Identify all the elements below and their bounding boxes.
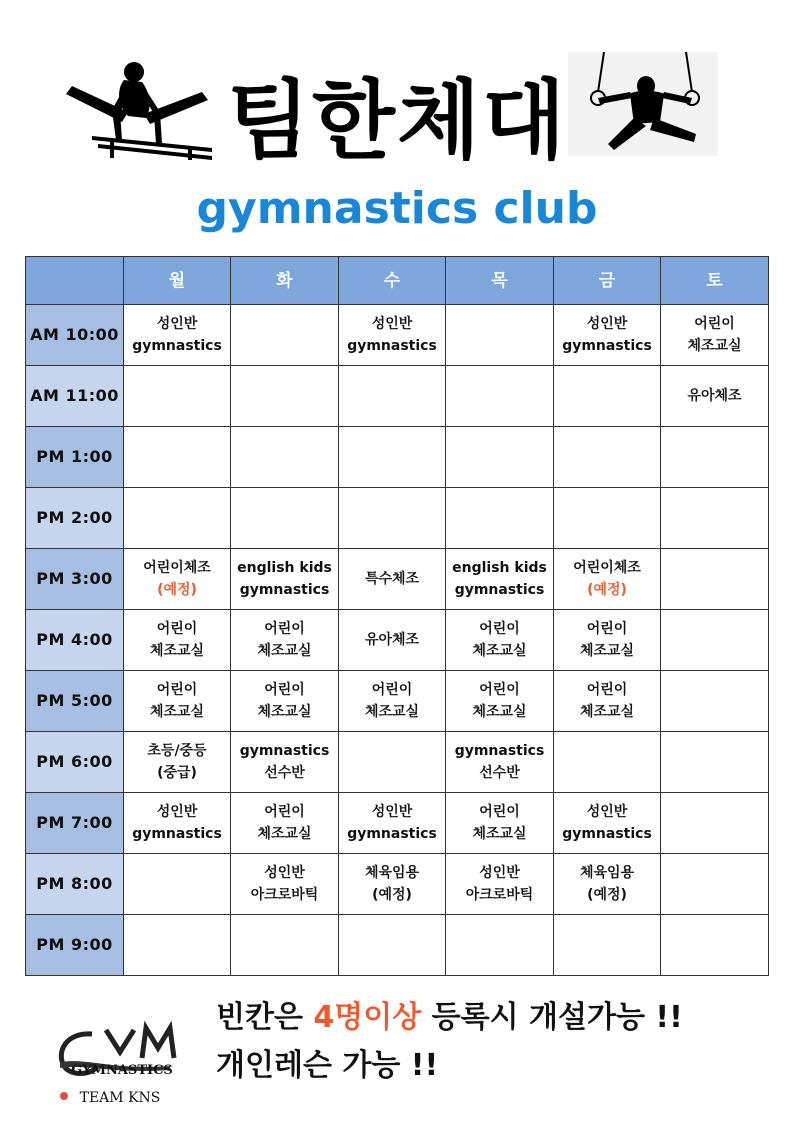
class-name: 성인반 <box>156 804 198 820</box>
schedule-cell <box>554 488 661 549</box>
schedule-cell <box>124 427 231 488</box>
schedule-cell <box>661 793 769 854</box>
schedule-cell <box>339 610 446 671</box>
class-name: 어린이 <box>586 682 628 698</box>
class-name: 특수체조 <box>364 571 420 587</box>
schedule-cell <box>661 305 769 366</box>
footer-private-lesson: 개인레슨 가능 !! <box>216 1048 439 1083</box>
schedule-cell <box>124 854 231 915</box>
schedule-cell <box>124 793 231 854</box>
class-name: 체조교실 <box>579 643 635 659</box>
schedule-cell <box>446 366 554 427</box>
class-name: english kids <box>237 560 332 576</box>
class-name: 어린이 <box>694 316 735 332</box>
class-name: gymnastics <box>239 743 330 759</box>
class-name: 유아체조 <box>687 388 742 404</box>
class-name: english kids <box>452 560 547 576</box>
schedule-cell <box>231 671 339 732</box>
schedule-cell <box>446 305 554 366</box>
class-name: 체조교실 <box>257 643 312 659</box>
footer-notice <box>216 996 683 1040</box>
schedule-cell <box>339 915 446 976</box>
schedule-cell <box>661 427 769 488</box>
class-name: 어린이 <box>264 621 305 637</box>
class-name: 선수반 <box>264 765 305 781</box>
class-name: (중급) <box>157 765 197 781</box>
schedule-cell <box>661 671 769 732</box>
schedule-cell <box>446 427 554 488</box>
table-header-row <box>26 257 769 305</box>
table-row <box>26 610 769 671</box>
class-name: 성인반 <box>479 865 520 881</box>
table-row <box>26 366 769 427</box>
class-name: gymnastics <box>562 826 652 842</box>
schedule-cell <box>231 793 339 854</box>
class-name: gymnastics <box>347 338 437 354</box>
schedule-cell <box>554 671 661 732</box>
schedule-table <box>25 256 769 976</box>
class-name: 어린이 <box>156 682 198 698</box>
schedule-cell <box>124 732 231 793</box>
schedule-cell <box>554 366 661 427</box>
time-slot-label: PM 7:00 <box>26 793 124 854</box>
footer-notice-highlight: 4명이상 <box>313 1000 422 1035</box>
parallel-bars-gymnast-icon <box>62 60 214 160</box>
class-name: 체조교실 <box>257 704 312 720</box>
class-name: 체조교실 <box>687 338 742 354</box>
schedule-cell <box>661 549 769 610</box>
table-row <box>26 793 769 854</box>
schedule-cell <box>661 854 769 915</box>
schedule-cell <box>446 671 554 732</box>
class-name: 어린이 <box>371 682 413 698</box>
class-name: 어린이체조 <box>573 560 641 576</box>
footer-notice-pre: 빈칸은 <box>216 1000 314 1035</box>
schedule-cell <box>446 915 554 976</box>
class-name: 체조교실 <box>364 704 420 720</box>
time-slot-label: AM 10:00 <box>26 305 124 366</box>
table-row <box>26 549 769 610</box>
class-name: 어린이체조 <box>143 560 211 576</box>
class-name: 성인반 <box>586 804 628 820</box>
schedule-cell <box>554 793 661 854</box>
schedule-cell <box>339 427 446 488</box>
table-corner-cell <box>26 257 124 305</box>
class-name: (예정) <box>372 887 412 903</box>
schedule-cell <box>124 305 231 366</box>
schedule-cell <box>446 610 554 671</box>
schedule-cell <box>339 549 446 610</box>
class-name: 선수반 <box>479 765 520 781</box>
schedule-cell <box>339 488 446 549</box>
page-subtitle: gymnastics club <box>196 183 598 234</box>
schedule-cell <box>231 854 339 915</box>
class-name: 성인반 <box>156 316 198 332</box>
class-name: 어린이 <box>479 621 520 637</box>
table-row <box>26 427 769 488</box>
day-header: 월 <box>124 257 231 305</box>
schedule-cell <box>231 305 339 366</box>
page-title: 팀한체대 <box>226 71 568 171</box>
class-name: 체육임용 <box>364 865 420 881</box>
time-slot-label: PM 8:00 <box>26 854 124 915</box>
day-header: 금 <box>554 257 661 305</box>
table-row <box>26 854 769 915</box>
class-name: 성인반 <box>264 865 305 881</box>
schedule-cell <box>231 915 339 976</box>
time-slot-label: PM 5:00 <box>26 671 124 732</box>
schedule-cell <box>124 915 231 976</box>
schedule-cell <box>231 427 339 488</box>
class-name: 어린이 <box>156 621 198 637</box>
schedule-cell <box>446 793 554 854</box>
schedule-cell <box>554 427 661 488</box>
class-name: (예정) <box>587 582 627 598</box>
table-row <box>26 305 769 366</box>
class-name: 어린이 <box>479 682 520 698</box>
schedule-cell <box>339 732 446 793</box>
class-name: 체조교실 <box>472 643 527 659</box>
class-name: gymnastics <box>454 743 545 759</box>
class-name: 성인반 <box>371 316 413 332</box>
day-header: 목 <box>446 257 554 305</box>
class-name: (예정) <box>587 887 627 903</box>
logo-text: GYMNASTICS <box>71 1063 173 1078</box>
schedule-cell <box>661 488 769 549</box>
schedule-cell <box>446 549 554 610</box>
class-name: 아크로바틱 <box>465 887 534 903</box>
schedule-cell <box>124 549 231 610</box>
day-header: 화 <box>231 257 339 305</box>
schedule-cell <box>231 549 339 610</box>
table-row <box>26 732 769 793</box>
class-name: gymnastics <box>454 582 545 598</box>
class-name: 체조교실 <box>257 826 312 842</box>
table-row <box>26 488 769 549</box>
schedule-cell <box>446 488 554 549</box>
class-name: 어린이 <box>586 621 628 637</box>
class-name: gymnastics <box>239 582 330 598</box>
class-name: 유아체조 <box>364 632 420 648</box>
schedule-cell <box>554 549 661 610</box>
schedule-cell <box>339 671 446 732</box>
schedule-cell <box>446 854 554 915</box>
time-slot-label: PM 3:00 <box>26 549 124 610</box>
schedule-cell <box>661 732 769 793</box>
schedule-cell <box>446 732 554 793</box>
time-slot-label: PM 9:00 <box>26 915 124 976</box>
footer-notice-post: 등록시 개설가능 !! <box>421 1000 683 1035</box>
schedule-cell <box>231 366 339 427</box>
schedule-cell <box>554 305 661 366</box>
schedule-cell <box>661 915 769 976</box>
club-logo <box>50 1018 190 1110</box>
class-name: 초등/중등 <box>147 743 207 759</box>
schedule-cell <box>554 915 661 976</box>
class-name: 아크로바틱 <box>250 887 319 903</box>
schedule-cell <box>124 366 231 427</box>
class-name: gymnastics <box>132 338 222 354</box>
class-name: gymnastics <box>347 826 437 842</box>
schedule-cell <box>661 366 769 427</box>
time-slot-label: AM 11:00 <box>26 366 124 427</box>
class-name: 체조교실 <box>472 826 527 842</box>
class-name: 체조교실 <box>579 704 635 720</box>
class-name: 성인반 <box>586 316 628 332</box>
day-header: 토 <box>661 257 769 305</box>
time-slot-label: PM 6:00 <box>26 732 124 793</box>
schedule-cell <box>339 854 446 915</box>
logo-subtext: TEAM KNS <box>79 1090 161 1106</box>
class-name: 어린이 <box>264 682 305 698</box>
schedule-cell <box>124 488 231 549</box>
time-slot-label: PM 2:00 <box>26 488 124 549</box>
table-row <box>26 671 769 732</box>
table-row <box>26 915 769 976</box>
schedule-cell <box>124 610 231 671</box>
schedule-cell <box>124 671 231 732</box>
class-name: 성인반 <box>371 804 413 820</box>
schedule-cell <box>339 793 446 854</box>
class-name: 체조교실 <box>149 704 205 720</box>
schedule-cell <box>231 610 339 671</box>
schedule-cell <box>661 610 769 671</box>
schedule-cell <box>554 854 661 915</box>
time-slot-label: PM 4:00 <box>26 610 124 671</box>
class-name: gymnastics <box>562 338 652 354</box>
schedule-cell <box>339 305 446 366</box>
class-name: 어린이 <box>264 804 305 820</box>
schedule-cell <box>231 732 339 793</box>
schedule-cell <box>554 610 661 671</box>
schedule-cell <box>231 488 339 549</box>
class-name: 체조교실 <box>149 643 205 659</box>
day-header: 수 <box>339 257 446 305</box>
time-slot-label: PM 1:00 <box>26 427 124 488</box>
class-name: gymnastics <box>132 826 222 842</box>
class-name: 체육임용 <box>579 865 635 881</box>
class-name: 체조교실 <box>472 704 527 720</box>
schedule-cell <box>339 366 446 427</box>
class-name: 어린이 <box>479 804 520 820</box>
schedule-cell <box>554 732 661 793</box>
class-name: (예정) <box>157 582 197 598</box>
